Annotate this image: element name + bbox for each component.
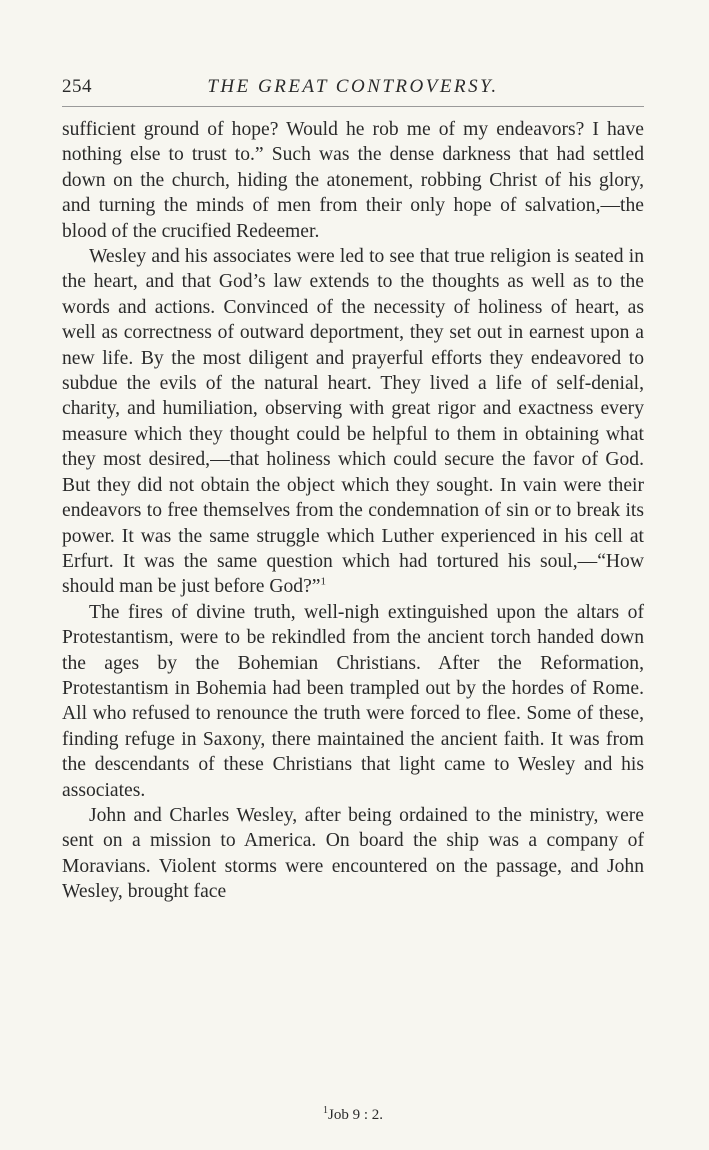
book-page	[62, 70, 644, 1123]
paragraph-4-text: John and Charles Wesley, after being ordained to the ministry, were sent on a mission to America. On board the ship was a company of Moravians. Violent storms were encountered on the passage, and John Wesley, brought face	[62, 804, 644, 903]
paragraph-3-text: The fires of divine truth, well-nigh extinguished upon the altars of Protestantism, were to be rekindled from the ancient torch handed down the ages by the Bohemian Christians. After the Reformation, Protestantism in Bohemia had been trampled out by the hordes of Rome. All who refused to renounce the truth were forced to flee. Some of these, finding refuge in Saxony, there maintained the ancient faith. It was from the descendants of these Christians that light came to Wesley and his associates.	[62, 601, 644, 801]
footnote-text: Job 9 : 2.	[327, 1107, 383, 1123]
page-number: 254	[62, 76, 92, 97]
paragraph-4	[62, 803, 644, 905]
paragraph-2-text: Wesley and his associates were led to see that true religion is seated in the heart, and that God’s law extends to the thoughts as well as to the words and actions. Convinced of the necessity of holiness of heart, as well as correctness of outward deportment, they set out in earnest upon a new life. By the most diligent and prayerful efforts they endeavored to subdue the evils of the natural heart. They lived a life of self-denial, charity, and humiliation, observing with great rigor and exactness every measure which they thought could be helpful to them in obtaining what they most desired,—that holiness which could secure the favor of God. But they did not obtain the object which they sought. In vain were their endeavors to free themselves from the condemnation of sin or to break its power. It was the same struggle which Luther experienced in his cell at Erfurt. It was the same question which had tortured his soul,—“How should man be just before God?”	[62, 246, 644, 598]
running-head	[62, 70, 644, 104]
paragraph-1	[62, 117, 644, 244]
footnote-marker: 1	[322, 1105, 328, 1116]
footnote	[62, 1105, 644, 1125]
footnote-reference: 1	[320, 575, 326, 588]
running-title: THE GREAT CONTROVERSY.	[207, 76, 499, 97]
paragraph-3	[62, 600, 644, 803]
paragraph-1-text: sufficient ground of hope? Would he rob me of my endeavors? I have nothing else to trust to.” Such was the dense darkness that had settled down on the church, hiding the atonement, robbing Christ of his glory, and turning the minds of men from their only hope of salvation,—the blood of the crucified Redeemer.	[62, 119, 644, 242]
body-text	[62, 117, 644, 905]
header-rule	[62, 106, 644, 107]
paragraph-2	[62, 244, 644, 600]
